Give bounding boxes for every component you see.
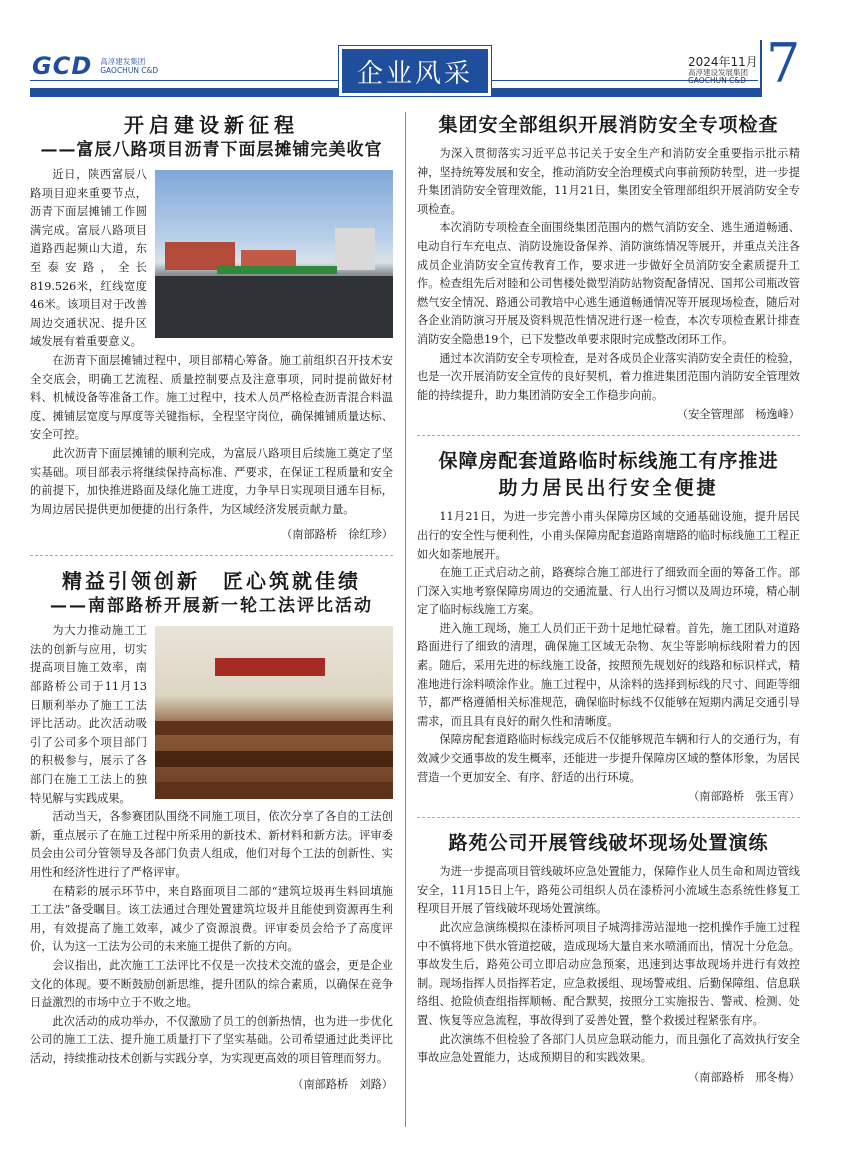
paragraph: 通过本次消防安全专项检查，是对各成员企业落实消防安全责任的检验，也是一次开展消防安全宣传的良好契机，着力推进集团范围内消防安全管理效能的持续提升，助力集团消防安全工作稳步向前。: [417, 351, 800, 402]
paragraph: 在精彩的展示环节中，来自路面项目二部的“建筑垃圾再生料回填施工工法”备受瞩目。该工法通过合理处置建筑垃圾并且能使到资源再生利用，有效提高了施工效率，减少了资源浪费。评审委员会给予了高度评价，认为这一工法为公司的未来施工提供了新的方向。: [30, 884, 393, 954]
section-tag: 企业风采: [339, 46, 491, 96]
signature: （南部路桥 张玉宵）: [688, 790, 800, 804]
article-body: [417, 145, 800, 425]
company-logo: [32, 53, 158, 79]
meeting-photo: [155, 626, 393, 799]
article-method-contest: [30, 568, 393, 1094]
site-banner: [217, 266, 337, 274]
article-body: [30, 622, 393, 1094]
article-separator: [30, 555, 393, 556]
asphalt-road: [155, 276, 393, 338]
logo-mark: GCD: [32, 52, 93, 80]
article-subtitle: ——富辰八路项目沥青下面层摊铺完美收官: [40, 140, 383, 160]
article-fuchen-paving: [30, 112, 393, 545]
paragraph: 在沥青下面层摊铺过程中，项目部精心筹备。施工前组织召开技术安全交底会，明确工艺流程、质量控制要点及注意事项，同时提前做好材料、机械设备等准备工作。施工过程中，技术人员严格检查沥青混合料温度、摊铺层宽度与厚度等关键指标，全程坚守岗位，确保摊铺质量达标、安全可控。: [30, 353, 393, 442]
paragraph: 为深入贯彻落实习近平总书记关于安全生产和消防安全重要指示批示精神，坚持统筹发展和安全，推动消防安全治理模式向事前预防转型，进一步提升集团消防安全管理效能，11月21日，集团安全管理部组织开展消防安全专项检查。: [417, 147, 800, 216]
paragraph: 在施工正式启动之前，路赛综合施工部进行了细致而全面的筹备工作。部门深入实地考察保障房周边的交通流量、行人出行习惯以及周边环境，精心制定了临时标线施工方案。: [417, 566, 800, 617]
signature: （南部路桥 徐红珍）: [281, 528, 393, 542]
column-divider: [405, 112, 406, 1127]
left-column: [30, 112, 393, 1095]
logo-sub-en: GAOCHUN C&D: [100, 66, 159, 75]
signature: （安全管理部 杨逸峰）: [676, 408, 800, 422]
paragraph: 进入施工现场，施工人员们正干劲十足地忙碌着。首先，施工团队对道路路面进行了细致的清理，确保施工区域无杂物、灰尘等影响标线附着力的因素。随后，采用先进的标线施工设备，按照预先规划好的线路和标识样式，精准地进行涂料喷涂作业。施工过程中，从涂料的选择到标线的尺寸、间距等细节，都严格遵循相关标准规范，确保临时标线不仅能够在短期内满足交通引导需求，而且具有良好的耐久性和清晰度。: [417, 621, 800, 728]
article-title-line1: 保障房配套道路临时标线施工有序推进: [438, 450, 779, 473]
paving-photo: [155, 170, 393, 338]
paragraph: 保障房配套道路临时标线完成后不仅能够规范车辆和行人的交通行为，有效减少交通事故的发生概率，还能进一步提升保障房区域的整体形象，为居民营造一个更加安全、有序、舒适的出行环境。: [417, 733, 800, 784]
issue-date: 2024年11月: [688, 55, 758, 69]
article-pipeline-drill: [417, 830, 800, 1088]
article-body: [30, 166, 393, 545]
paragraph: 活动当天，各参赛团队围绕不同施工项目，依次分享了各自的工法创新，重点展示了在施工过程中所采用的新技术、新材料和新方法。评审委员会由公司分管领导及各部门负责人组成，他们对每个工法的创新性、实用性和经济性进行了严格评审。: [30, 810, 393, 879]
signature: （南部路桥 邢冬梅）: [688, 1070, 800, 1084]
page-number-rule: [760, 40, 762, 97]
article-body: [417, 508, 800, 807]
article-title: 集团安全部组织开展消防安全专项检查: [438, 114, 779, 136]
paragraph: 此次活动的成功举办，不仅激励了员工的创新热情，也为进一步优化公司的施工工法、提升施工质量打下了坚实基础。公司希望通过此类评比活动，持续推动技术创新与实践分享，为实现更高效的项目管理而努力。: [30, 1014, 393, 1065]
article-title: 精益引领创新 匠心筑就佳绩: [62, 569, 361, 594]
article-title-line2: 助力居民出行安全便捷: [498, 477, 719, 500]
logo-subtitle: [100, 57, 158, 75]
paragraph: 近日，陕西富辰八路项目迎来重要节点，沥青下面层摊铺工作圆满完成。富辰八路项目道路西起频山大道，东至泰安路，全长819.526米，红线宽度46米。该项目对于改善周边交通状况、提升区域发展有着重要意义。: [30, 168, 147, 349]
group-name-en: GAOCHUN C&D: [688, 76, 746, 85]
article-road-marking: [417, 448, 800, 807]
article-fire-inspection: [417, 112, 800, 425]
paragraph: 会议指出，此次施工工法评比不仅是一次技术交流的盛会，更是企业文化的体现。要不断鼓励创新思维，提升团队的综合素质，以确保在竞争日益激烈的市场中立于不败之地。: [30, 958, 393, 1010]
signature: （南部路桥 刘路）: [292, 1077, 393, 1091]
right-column: [417, 112, 800, 1088]
paragraph: 此次沥青下面层摊铺的顺利完成，为富辰八路项目后续施工奠定了坚实基础。项目部表示将继续保持高标准、严要求，在保证工程质量和安全的前提下，加快推进路面及绿化施工进度，力争早日实现项目通车目标，为周边居民提供更加便捷的出行条件，为区域经济发展贡献力量。: [30, 446, 393, 516]
article-separator: [417, 817, 800, 818]
page-header: [0, 0, 850, 100]
page-number: 7: [766, 32, 801, 95]
article-body: [417, 863, 800, 1088]
paragraph: 此次演练不但检验了各部门人员应急联动能力，而且强化了高效执行安全事故应急处置能力，达成预期目的和实践效果。: [417, 1032, 800, 1065]
group-name-cn: 高淳建设发展集团: [688, 68, 748, 77]
article-separator: [417, 435, 800, 436]
paragraph: 11月21日，为进一步完善小甫头保障房区域的交通基础设施，提升居民出行的安全性与便利性，小甫头保障房配套道路南塘路的临时标线施工工程正如火如荼地展开。: [417, 510, 800, 561]
article-subtitle: ——南部路桥开展新一轮工法评比活动: [50, 596, 373, 617]
paragraph: 此次应急演练模拟在漆桥河项目子城湾排涝站湿地一挖机操作手施工过程中不慎将地下供水管道挖破，造成现场大量自来水喷涌而出，情况十分危急。事故发生后，路苑公司立即启动应急预案，迅速到达事故现场并进行有效控制。现场指挥人员指挥若定，应急救援组、现场警戒组、后勤保障组、信息联络组、抢险侦查组指挥顺畅、配合默契，按照分工实施报告、警戒、检测、处置、恢复等应急流程，事故得到了妥善处置，整个救援过程紧张有序。: [417, 921, 800, 1027]
group-name: [688, 69, 748, 85]
meeting-screen: [215, 658, 325, 676]
logo-sub-cn: 高淳建发集团: [100, 57, 146, 66]
paragraph: 本次消防专项检查全面围绕集团范围内的燃气消防安全、逃生通道畅通、电动自行车充电点、消防设施设备保养、消防演练情况等展开，并重点关注各成员企业消防安全宣传教育工作，要求进一步做好全员消防安全素质提升工作。检查组先后对睦和公司售楼处微型消防站物资配备情况、国邦公司瓶改管燃气安全情况、路通公司教培中心逃生通道畅通情况等开展现场检查，随后对各企业消防演习开展及资料规范性情况进行逐一检查，本次专项检查累计排查消防安全隐患19个，已下发整改单要求限时完成整改闭环工作。: [417, 221, 800, 346]
paragraph: 为进一步提高项目管线破坏应急处置能力，保障作业人员生命和周边管线安全，11月15日上午，路苑公司组织人员在漆桥河小流域生态系统性修复工程项目开展了管线破坏现场处置演练。: [417, 865, 800, 916]
paragraph: 为大力推动施工工法的创新与应用，切实提高项目施工效率，南部路桥公司于11月13日顺利举办了施工工法评比活动。此次活动吸引了公司多个项目部门的积极参与，展示了各部门在施工工法上的独特见解与实践成果。: [30, 624, 147, 805]
article-title: 路苑公司开展管线破坏现场处置演练: [448, 832, 769, 855]
article-title: 开启建设新征程: [124, 113, 299, 137]
